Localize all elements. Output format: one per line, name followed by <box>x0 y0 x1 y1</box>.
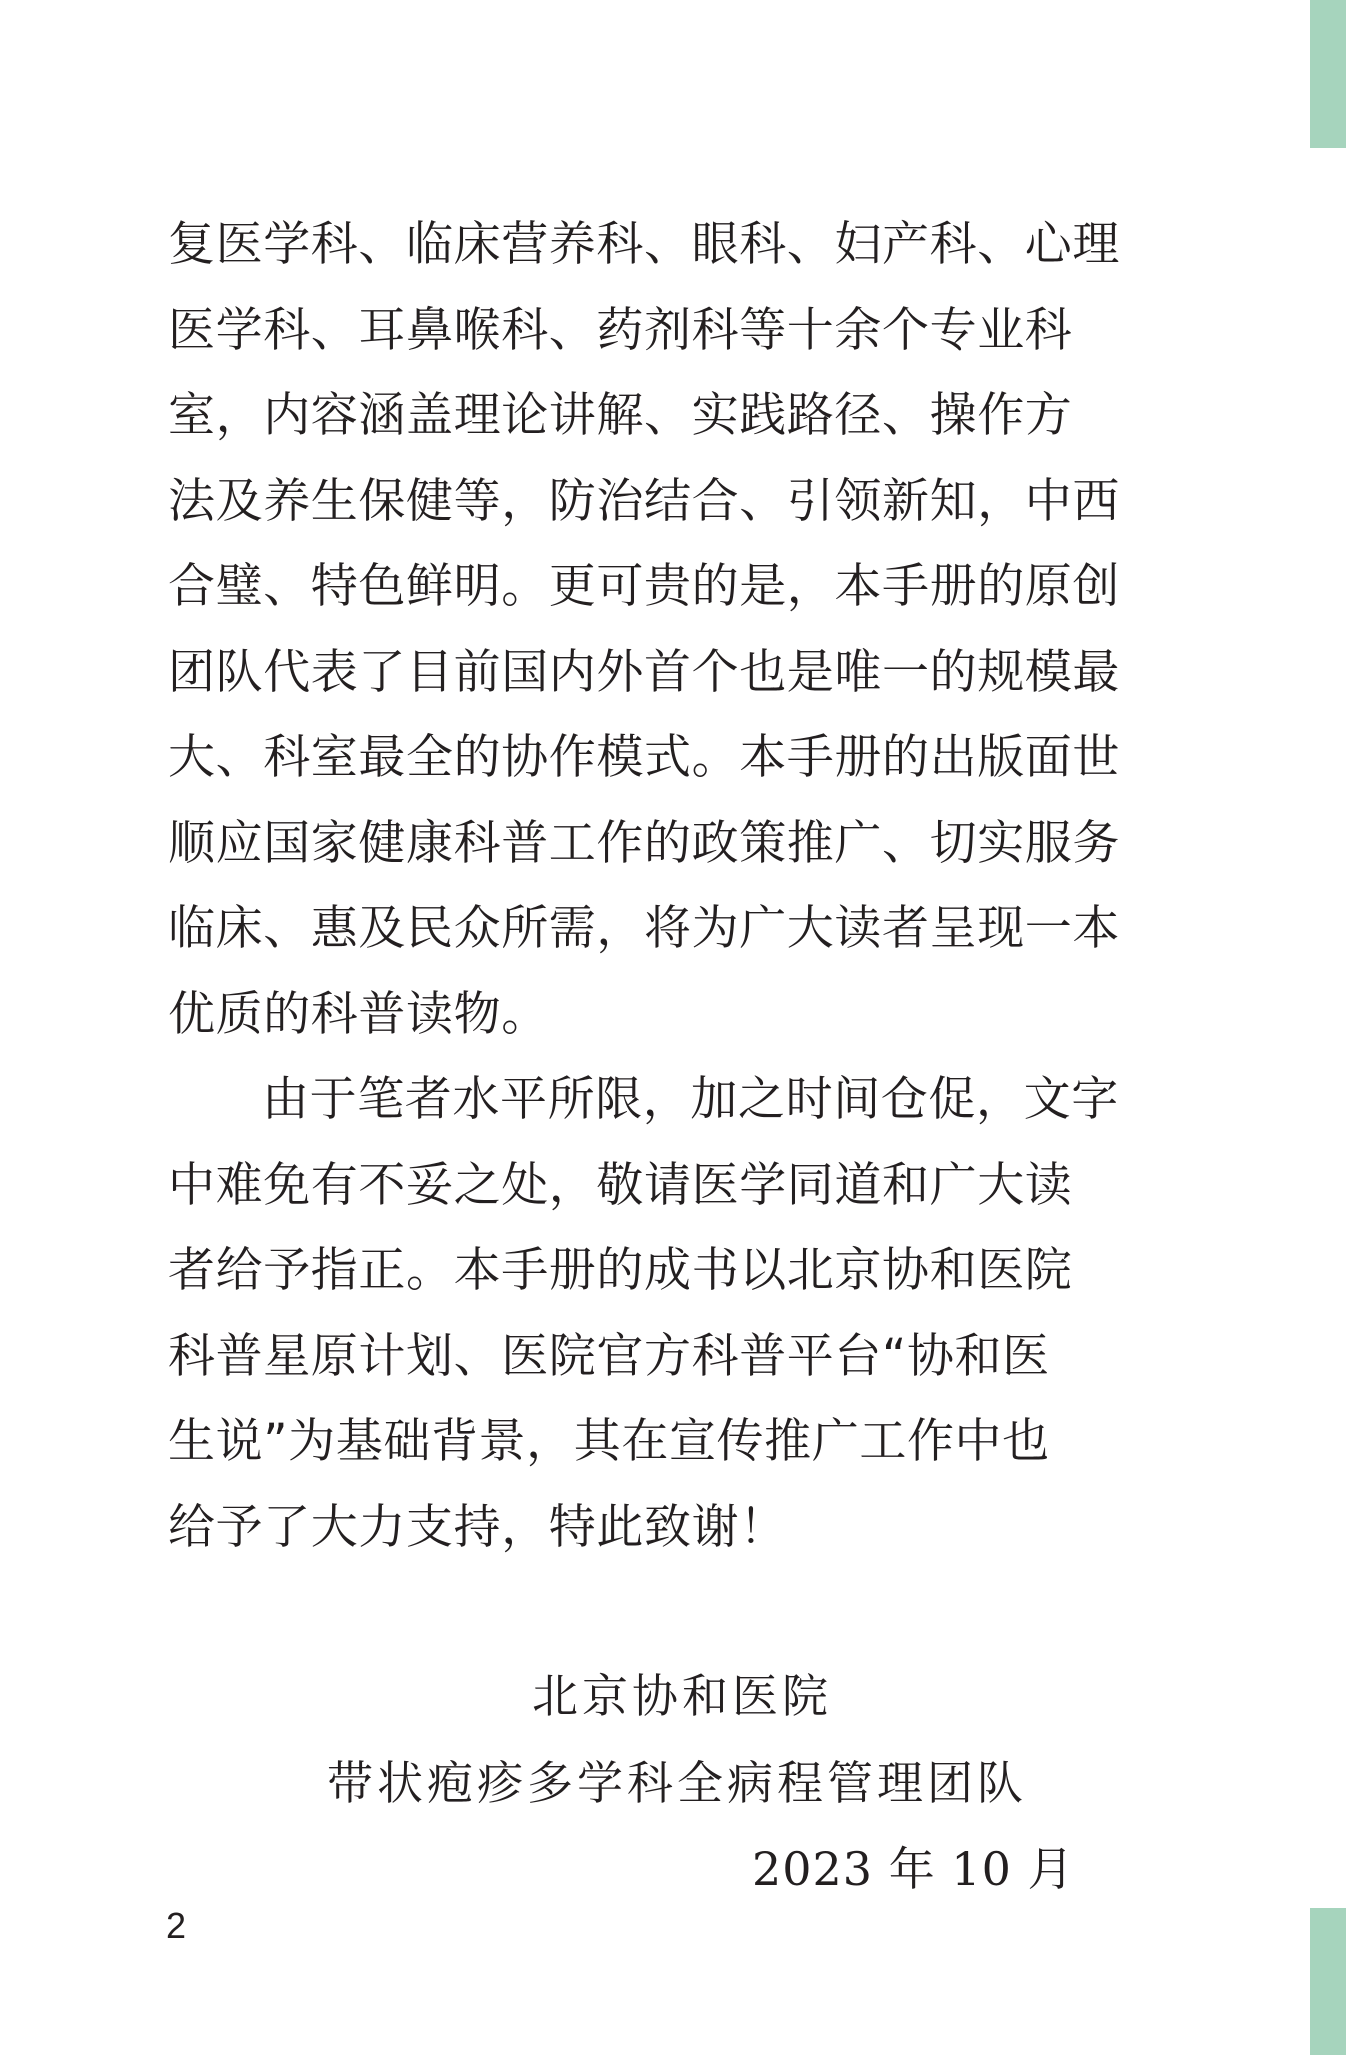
signature-organization: 北京协和医院 <box>532 1669 832 1723</box>
signature-team: 带状疱疹多学科全病程管理团队 <box>327 1756 1027 1810</box>
text-line: 生说”为基础背景，其在宣传推广工作中也 <box>168 1414 1050 1469</box>
text-line: 优质的科普读物。 <box>168 986 549 1042</box>
signature-date: 2023 年 10 月 <box>752 1842 1075 1896</box>
text-line: 大、科室最全的协作模式。本手册的出版面世 <box>168 730 1120 785</box>
page-edge-tab-bottom <box>1310 1908 1346 2055</box>
paragraph-2 <box>168 1057 1128 1570</box>
text-line: 复医学科、临床营养科、眼科、妇产科、心理 <box>168 217 1120 272</box>
text-line: 团队代表了目前国内外首个也是唯一的规模最 <box>168 644 1120 700</box>
page-number: 2 <box>166 1905 187 1946</box>
text-line: 法及养生保健等，防治结合、引领新知，中西 <box>168 473 1120 529</box>
text-line: 室，内容涵盖理论讲解、实践路径、操作方 <box>168 388 1073 443</box>
text-line: 给予了大力支持，特此致谢！ <box>168 1499 787 1555</box>
text-line: 由于笔者水平所限，加之时间仓促，文字 <box>262 1072 1119 1127</box>
text-line: 中难免有不妥之处，敬请医学同道和广大读 <box>168 1157 1073 1213</box>
body-text <box>168 202 1128 1570</box>
text-line: 科普星原计划、医院官方科普平台“协和医 <box>168 1328 1050 1384</box>
text-line: 医学科、耳鼻喉科、药剂科等十余个专业科 <box>168 302 1073 358</box>
text-line: 顺应国家健康科普工作的政策推广、切实服务 <box>168 815 1120 871</box>
paragraph-1 <box>168 202 1128 1057</box>
text-line: 临床、惠及民众所需，将为广大读者呈现一本 <box>168 901 1120 956</box>
text-line: 者给予指正。本手册的成书以北京协和医院 <box>168 1243 1073 1298</box>
page-edge-tab-top <box>1310 0 1346 148</box>
text-line: 合璧、特色鲜明。更可贵的是，本手册的原创 <box>168 559 1120 614</box>
